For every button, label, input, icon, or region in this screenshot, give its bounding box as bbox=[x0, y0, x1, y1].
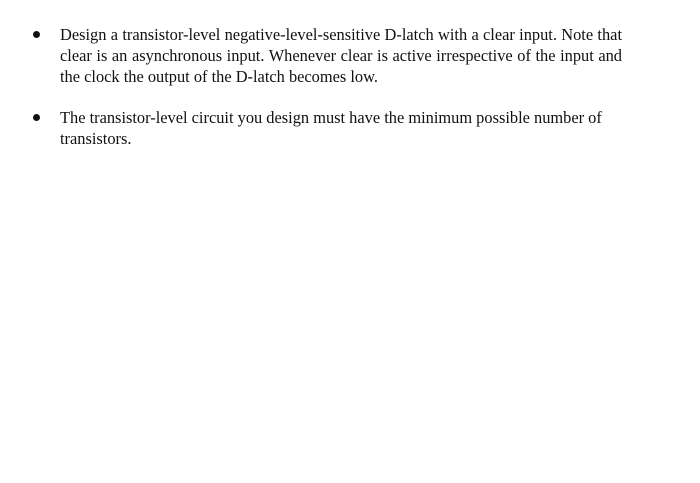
bullet-text: Design a transistor-level negative-level-sensitive D-latch with a clear input. Note that clear is an asynchronous input. Whenever clear is active irrespective of the input and the clock the output of the D-latch becomes low. bbox=[60, 25, 622, 86]
bullet-dot-icon bbox=[33, 114, 40, 121]
bullet-item-latch-design bbox=[0, 24, 700, 87]
bullet-item-transistor-count bbox=[0, 107, 700, 149]
bullet-text: The transistor-level circuit you design must have the minimum possible number of transistors. bbox=[60, 108, 602, 148]
bullet-dot-icon bbox=[33, 31, 40, 38]
bullet-list bbox=[0, 24, 700, 169]
